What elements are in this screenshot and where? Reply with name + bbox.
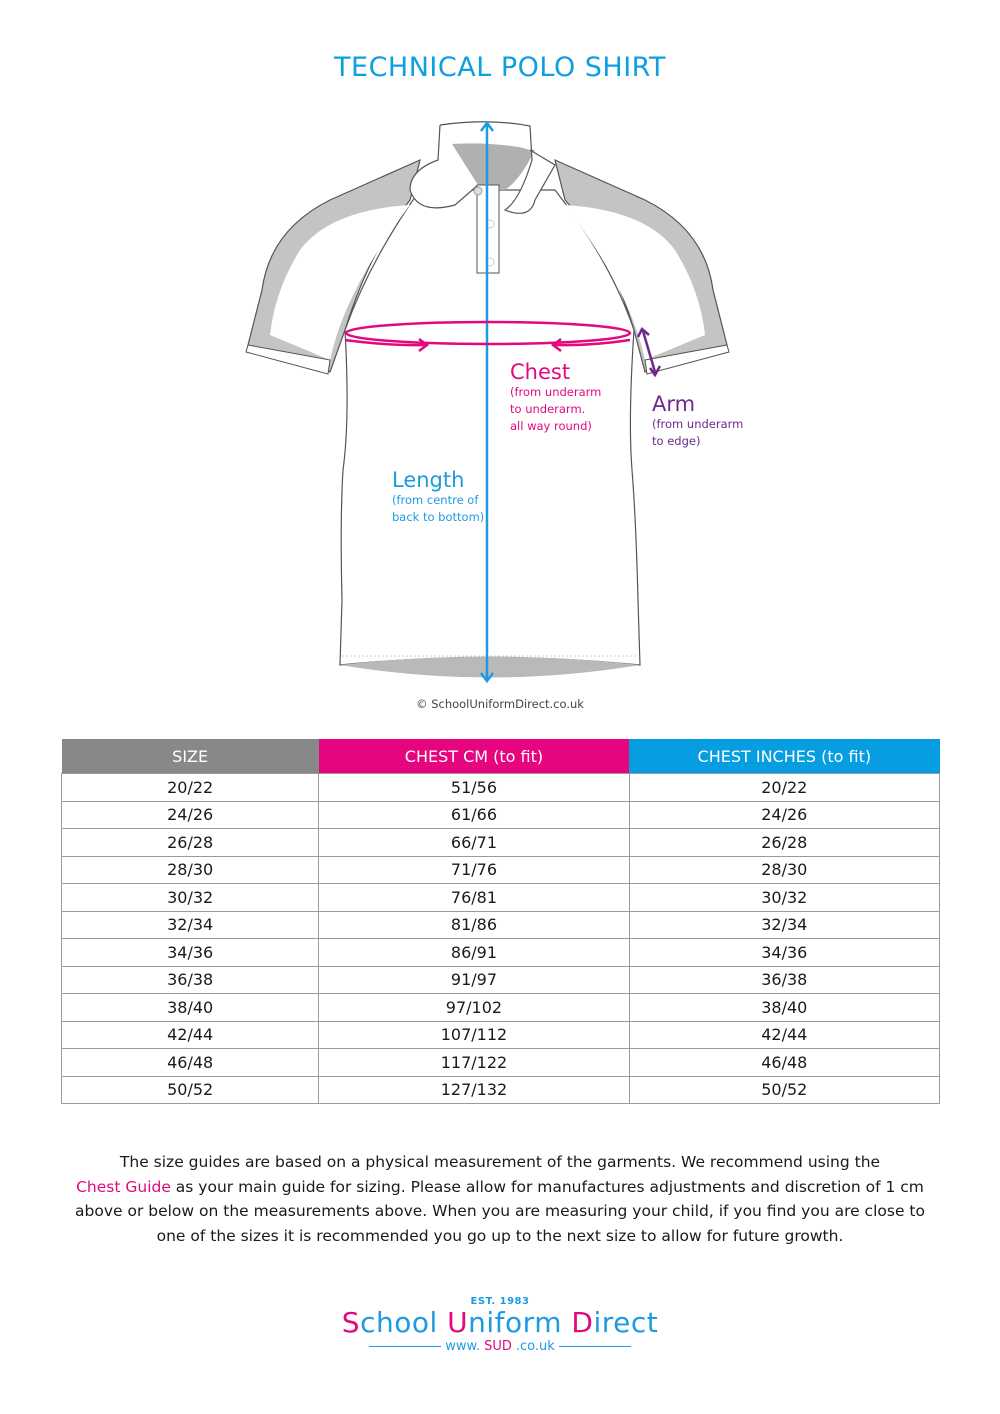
cell-chest-cm: 66/71 bbox=[319, 829, 629, 857]
cell-size: 32/34 bbox=[62, 911, 319, 939]
page-title: TECHNICAL POLO SHIRT bbox=[334, 52, 666, 83]
cell-chest-inches: 38/40 bbox=[629, 994, 939, 1022]
copyright-notice: © SchoolUniformDirect.co.uk bbox=[416, 697, 584, 711]
logo-name bbox=[0, 1307, 1000, 1339]
table-row bbox=[62, 911, 940, 939]
table-row bbox=[62, 994, 940, 1022]
logo-rule-left bbox=[369, 1346, 441, 1347]
table-row bbox=[62, 939, 940, 967]
cell-chest-cm: 61/66 bbox=[319, 801, 629, 829]
chest-title: Chest bbox=[510, 360, 571, 384]
table-row bbox=[62, 801, 940, 829]
chest-note-line: (from underarm bbox=[510, 385, 602, 399]
table-row bbox=[62, 856, 940, 884]
cell-chest-inches: 50/52 bbox=[629, 1076, 939, 1104]
length-note-line: (from centre of bbox=[392, 493, 479, 507]
cell-chest-inches: 30/32 bbox=[629, 884, 939, 912]
url-brand: SUD bbox=[484, 1339, 512, 1354]
table-row bbox=[62, 884, 940, 912]
cell-chest-cm: 117/122 bbox=[319, 1049, 629, 1077]
header-chest-inches: CHEST INCHES (to fit) bbox=[629, 739, 939, 774]
url-suffix: .co.uk bbox=[515, 1339, 555, 1354]
table-row bbox=[62, 1076, 940, 1104]
cell-size: 38/40 bbox=[62, 994, 319, 1022]
length-label bbox=[392, 468, 484, 526]
cell-chest-cm: 81/86 bbox=[319, 911, 629, 939]
arm-title: Arm bbox=[652, 392, 696, 416]
cell-chest-cm: 51/56 bbox=[319, 774, 629, 802]
cell-chest-inches: 28/30 bbox=[629, 856, 939, 884]
cell-chest-cm: 107/112 bbox=[319, 1021, 629, 1049]
cell-chest-cm: 127/132 bbox=[319, 1076, 629, 1104]
logo-name-part: U bbox=[447, 1306, 469, 1339]
table-header-row bbox=[62, 739, 940, 774]
logo-name-part: D bbox=[571, 1306, 594, 1339]
header-size: SIZE bbox=[62, 739, 319, 774]
url-prefix: www. bbox=[445, 1339, 481, 1354]
arm-label bbox=[652, 392, 743, 450]
cell-size: 46/48 bbox=[62, 1049, 319, 1077]
sizing-advice bbox=[50, 1150, 950, 1248]
table-row bbox=[62, 1049, 940, 1077]
cell-chest-inches: 36/38 bbox=[629, 966, 939, 994]
cell-chest-inches: 24/26 bbox=[629, 801, 939, 829]
cell-size: 28/30 bbox=[62, 856, 319, 884]
cell-size: 30/32 bbox=[62, 884, 319, 912]
table-row bbox=[62, 774, 940, 802]
chest-note-line: all way round) bbox=[510, 419, 592, 433]
table-row bbox=[62, 829, 940, 857]
advice-line: above or below on the measurements above. When you are measuring your child, if you find you are close to bbox=[75, 1202, 925, 1220]
cell-size: 36/38 bbox=[62, 966, 319, 994]
cell-size: 26/28 bbox=[62, 829, 319, 857]
logo-name-part: niform bbox=[468, 1306, 572, 1339]
size-table bbox=[61, 739, 940, 1104]
cell-chest-inches: 46/48 bbox=[629, 1049, 939, 1077]
cell-size: 42/44 bbox=[62, 1021, 319, 1049]
logo-url bbox=[0, 1339, 1000, 1354]
cell-chest-cm: 86/91 bbox=[319, 939, 629, 967]
logo-rule-right bbox=[559, 1346, 631, 1347]
header-chest-cm: CHEST CM (to fit) bbox=[319, 739, 629, 774]
cell-size: 20/22 bbox=[62, 774, 319, 802]
brand-logo bbox=[0, 1296, 1000, 1354]
arm-note-line: to edge) bbox=[652, 434, 701, 448]
table-row bbox=[62, 1021, 940, 1049]
advice-line-rest: as your main guide for sizing. Please allow for manufactures adjustments and discretion of 1 cm bbox=[170, 1177, 924, 1196]
cell-chest-inches: 20/22 bbox=[629, 774, 939, 802]
cell-chest-inches: 26/28 bbox=[629, 829, 939, 857]
cell-chest-cm: 71/76 bbox=[319, 856, 629, 884]
length-note-line: back to bottom) bbox=[392, 510, 485, 524]
cell-chest-inches: 32/34 bbox=[629, 911, 939, 939]
length-title: Length bbox=[392, 468, 465, 492]
logo-name-part: irect bbox=[593, 1306, 659, 1339]
logo-name-part: chool bbox=[360, 1306, 448, 1339]
table-row bbox=[62, 966, 940, 994]
advice-line bbox=[50, 1175, 950, 1200]
advice-line: The size guides are based on a physical measurement of the garments. We recommend using the bbox=[119, 1153, 881, 1171]
cell-chest-inches: 42/44 bbox=[629, 1021, 939, 1049]
logo-established: EST. 1983 bbox=[470, 1296, 530, 1307]
button-icon bbox=[474, 187, 482, 195]
chest-label bbox=[510, 360, 601, 435]
cell-chest-cm: 91/97 bbox=[319, 966, 629, 994]
cell-chest-inches: 34/36 bbox=[629, 939, 939, 967]
chest-guide-highlight: Chest Guide bbox=[76, 1177, 171, 1196]
advice-line: one of the sizes it is recommended you go up to the next size to allow for future growth. bbox=[156, 1226, 844, 1245]
cell-chest-cm: 76/81 bbox=[319, 884, 629, 912]
arm-note-line: (from underarm bbox=[652, 417, 744, 431]
cell-size: 34/36 bbox=[62, 939, 319, 967]
cell-size: 24/26 bbox=[62, 801, 319, 829]
chest-note-line: to underarm. bbox=[510, 402, 586, 416]
cell-size: 50/52 bbox=[62, 1076, 319, 1104]
logo-name-part: S bbox=[341, 1306, 361, 1339]
cell-chest-cm: 97/102 bbox=[319, 994, 629, 1022]
